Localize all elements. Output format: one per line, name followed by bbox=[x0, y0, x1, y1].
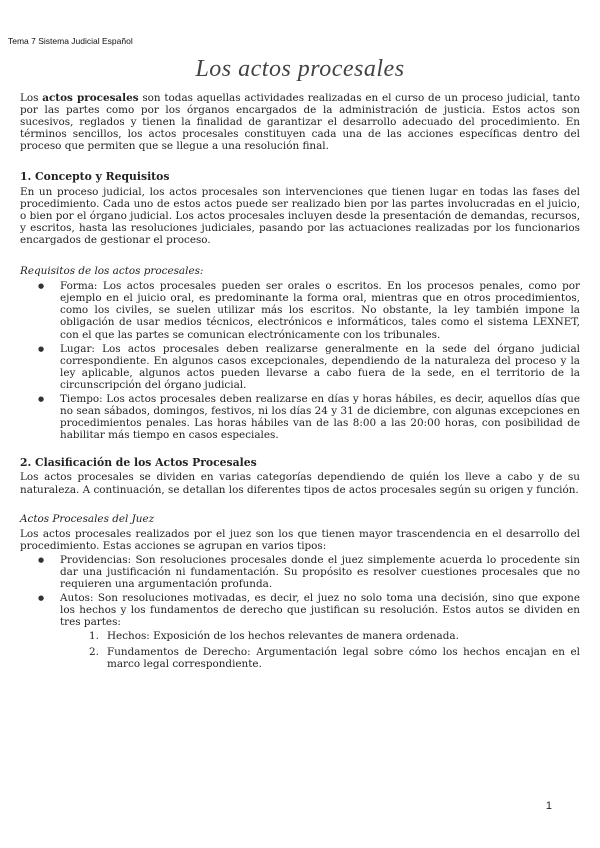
intro-paragraph bbox=[20, 92, 580, 152]
document-body bbox=[20, 92, 580, 673]
section-2-heading: 2. Clasificación de los Actos Procesales bbox=[20, 456, 257, 470]
requirements-subheading: Requisitos de los actos procesales: bbox=[20, 265, 204, 278]
list-item: ● Forma: Los actos procesales pueden ser orales o escritos. En los procesos penales, como por ejemplo en el juicio oral, es predominante la forma oral, mientras que en otros procedimientos, como los civiles, se suelen utilizar más los escritos. No obstante, la ley también impone la obligación de usar medios técnicos, electrónicos e informáticos, tales como el sistema LEXNET, con el que las partes se comunican electrónicamente con los tribunales. bbox=[60, 280, 580, 340]
autos-parts-list bbox=[20, 630, 580, 669]
judge-acts-list bbox=[20, 554, 580, 629]
requirements-list bbox=[20, 280, 580, 441]
page-number: 1 bbox=[545, 800, 552, 812]
intro-rest: son todas aquellas actividades realizadas en el curso de un proceso judicial, tanto por las partes como por los órganos encargados de la administración de justicia. Estos actos son sucesivos, reglados y tienen la finalidad de garantizar el desarrollo adecuado del procedimiento. En términos sencillos, los actos procesales constituyen cada una de las acciones específicas dentro del proceso que permiten que se llegue a una resolución final. bbox=[20, 92, 580, 153]
item-number: 2. bbox=[89, 645, 99, 658]
document-title: Los actos procesales bbox=[195, 56, 405, 82]
intro-bold-term: actos procesales bbox=[42, 92, 139, 104]
intro-lead: Los bbox=[20, 92, 43, 104]
section-1-paragraph: En un proceso judicial, los actos procesales son intervenciones que tienen lugar en todas las fases del procedimiento. Cada uno de estos actos puede ser realizado bien por las partes involucradas en el juicio, o bien por el órgano judicial. Los actos procesales incluyen desde la presentación de demandas, recursos, y escritos, hasta las resoluciones judiciales, pasando por las actuaciones realizadas por los funcionarios encargados de gestionar el proceso. bbox=[20, 185, 580, 246]
item-text: Fundamentos de Derecho: Argumentación legal sobre cómo los hechos encajan en el marco legal correspondiente. bbox=[107, 645, 580, 670]
item-number: 1. bbox=[89, 630, 99, 643]
judge-acts-paragraph: Los actos procesales realizados por el juez son los que tienen mayor trascendencia en el desarrollo del procedimiento. Estas acciones se agrupan en varios tipos: bbox=[20, 527, 580, 552]
list-item: ● Autos: Son resoluciones motivadas, es decir, el juez no solo toma una decisión, sino que expone los hechos y los fundamentos de derecho que justifican su resolución. Estos autos se dividen en tres partes: bbox=[60, 592, 580, 628]
judge-acts-subheading: Actos Procesales del Juez bbox=[20, 512, 155, 525]
item-text: Hechos: Exposición de los hechos relevantes de manera ordenada. bbox=[107, 630, 459, 643]
list-item: ● Lugar: Los actos procesales deben realizarse generalmente en la sede del órgano judicial correspondiente. En algunos casos excepcionales, dependiendo de la naturaleza del proceso y la ley aplicable, algunos actos pueden llevarse a cabo fuera de la sede, en el territorio de la circunscripción del órgano judicial. bbox=[60, 343, 580, 391]
numbered-item bbox=[89, 630, 580, 643]
section-2-paragraph: Los actos procesales se dividen en varias categorías dependiendo de quién los lleve a cabo y de su naturaleza. A continuación, se detallan los diferentes tipos de actos procesales según su origen y función. bbox=[20, 471, 580, 496]
page-header: Tema 7 Sistema Judicial Español bbox=[8, 36, 133, 46]
section-1-heading: 1. Concepto y Requisitos bbox=[20, 170, 170, 184]
list-item: ● Tiempo: Los actos procesales deben realizarse en días y horas hábiles, es decir, aquellos días que no sean sábados, domingos, festivos, ni los días 24 y 31 de diciembre, con algunas excepciones en procedimientos penales. Las horas hábiles van de las 8:00 a las 20:00 horas, con posibilidad de habilitar más tiempo en casos especiales. bbox=[60, 393, 580, 441]
numbered-item bbox=[89, 645, 580, 670]
list-item: ● Providencias: Son resoluciones procesales donde el juez simplemente acuerda lo procedente sin dar una justificación ni fundamentación. Su propósito es resolver cuestiones procesales que no requieren una argumentación profunda. bbox=[60, 554, 580, 590]
